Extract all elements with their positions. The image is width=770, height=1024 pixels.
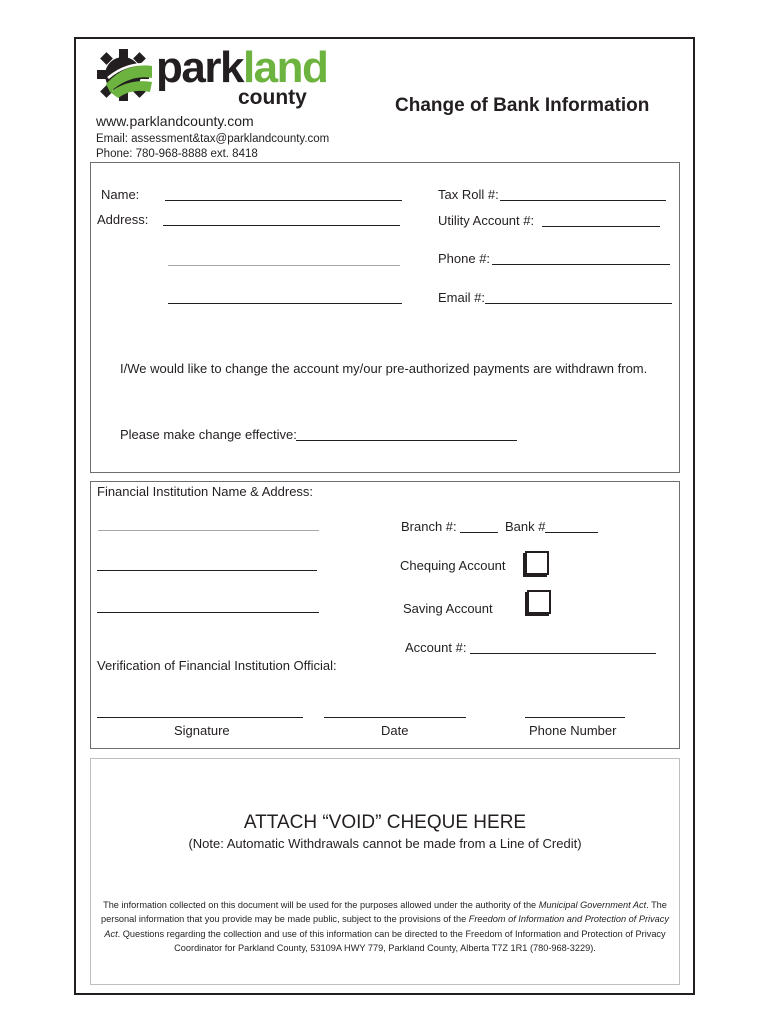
address-label: Address: (97, 212, 149, 227)
privacy-act-2: Freedom of Information and Protection of Privacy Act (104, 914, 669, 939)
phone-field[interactable] (492, 264, 670, 265)
tax-roll-label: Tax Roll #: (438, 187, 499, 202)
signature-label: Signature (174, 723, 230, 738)
address-field-line-2[interactable] (168, 265, 400, 266)
account-number-label: Account #: (405, 640, 467, 655)
saving-label: Saving Account (403, 601, 493, 616)
privacy-text-2: . The personal information that you provide may be made public, subject to the provisions of the (101, 900, 667, 925)
logo-wordmark (156, 43, 328, 92)
bank-number-field[interactable] (545, 532, 598, 533)
chequing-label: Chequing Account (400, 558, 506, 573)
logo-land-text: land (242, 43, 328, 92)
signature-field[interactable] (97, 717, 303, 718)
effective-date-field[interactable] (296, 440, 517, 441)
form-title: Change of Bank Information (395, 95, 650, 116)
gear-field-icon (96, 48, 154, 102)
account-number-field[interactable] (470, 653, 656, 654)
bank-number-label: Bank # (505, 519, 546, 534)
tax-roll-field[interactable] (500, 200, 666, 201)
email-label: Email #: (438, 290, 485, 305)
logo-park-text: park (156, 43, 243, 92)
attach-cheque-note: (Note: Automatic Withdrawals cannot be made from a Line of Credit) (188, 836, 582, 851)
address-field-line-1[interactable] (163, 225, 400, 226)
institution-field-line-3[interactable] (97, 612, 319, 613)
email-field[interactable] (485, 303, 672, 304)
date-field[interactable] (324, 717, 466, 718)
parkland-logo (96, 43, 328, 110)
utility-account-label: Utility Account #: (438, 213, 535, 228)
institution-label: Financial Institution Name & Address: (97, 484, 314, 499)
privacy-notice (100, 898, 670, 955)
date-label: Date (381, 723, 409, 738)
saving-checkbox[interactable] (527, 590, 551, 614)
logo-county-text: county (238, 86, 307, 109)
branch-label: Branch #: (401, 519, 457, 534)
institution-field-line-1[interactable] (98, 530, 319, 531)
bank-section (90, 481, 680, 749)
effective-date-label: Please make change effective: (120, 427, 297, 442)
phone-label: Phone #: (438, 251, 491, 266)
utility-account-field[interactable] (542, 226, 660, 227)
privacy-text-3: . Questions regarding the collection and use of this information can be directed to the Freedom of Information and Protection of Privacy Coordinator for Parkland County, 53109A HWY 779, Parkland County, Alberta T7Z 1R1 (780-968-3229). (117, 928, 666, 953)
privacy-text-1: The information collected on this document will be used for the purposes allowed under the authority of the (103, 900, 539, 910)
website-link[interactable]: www.parklandcounty.com (96, 113, 254, 129)
name-label: Name: (101, 187, 140, 202)
official-phone-field[interactable] (525, 717, 625, 718)
address-field-line-3[interactable] (168, 303, 402, 304)
contact-phone: Phone: 780-968-8888 ext. 8418 (96, 148, 258, 160)
privacy-act-1: Municipal Government Act (538, 900, 647, 910)
contact-email: Email: assessment&tax@parklandcounty.com (96, 133, 330, 145)
attach-cheque-title: ATTACH “VOID” CHEQUE HERE (243, 812, 527, 833)
institution-field-line-2[interactable] (97, 570, 317, 571)
name-field[interactable] (165, 200, 402, 201)
change-statement: I/We would like to change the account my/our pre-authorized payments are withdrawn from. (120, 361, 648, 376)
branch-field[interactable] (460, 532, 498, 533)
verification-label: Verification of Financial Institution Official: (97, 658, 337, 673)
chequing-checkbox[interactable] (525, 551, 549, 575)
phone-number-label: Phone Number (529, 723, 617, 738)
